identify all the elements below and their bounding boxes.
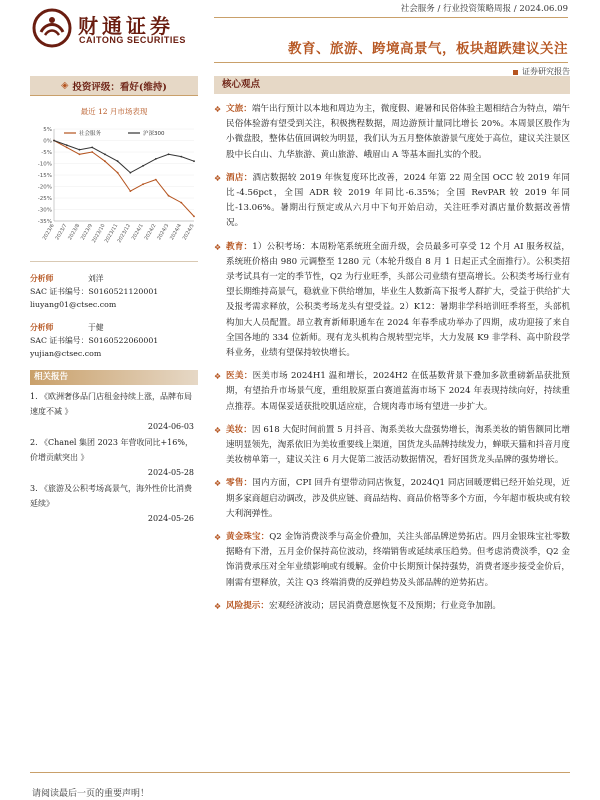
market-performance-chart xyxy=(30,123,198,249)
cert-label: SAC 证书编号： xyxy=(30,287,89,296)
logo-name-en: CAITONG SECURITIES xyxy=(79,35,186,45)
x-tick-label: 2023/11 xyxy=(103,223,120,244)
breadcrumb: 社会服务 / 行业投资策略周报 / 2024.06.09 xyxy=(400,4,568,14)
rating-bar xyxy=(30,76,198,96)
x-tick-label: 2023/7 xyxy=(54,223,69,242)
bullet-icon: ❖ xyxy=(214,242,222,252)
related-report-item[interactable]: 2. 《Chanel 集团 2023 年营收同比+16%，价增贡献突出 》 2024-05-28 xyxy=(30,435,198,480)
x-tick-label: 2024/1 xyxy=(130,223,145,242)
data-point xyxy=(117,160,119,162)
data-point xyxy=(91,147,93,149)
related-report-title: 《Chanel 集团 2023 年营收同比+16%，价增贡献突出 》 xyxy=(30,438,193,462)
analyst-role: 分析师 xyxy=(30,274,54,283)
y-tick-label: 5% xyxy=(43,127,52,133)
legend-label: 社会服务 xyxy=(79,131,102,137)
y-tick-label: -25% xyxy=(37,196,52,202)
left-sidebar xyxy=(30,76,198,527)
x-tick-label: 2023/6 xyxy=(41,223,56,242)
y-tick-label: -20% xyxy=(37,184,52,191)
bullet-icon: ❖ xyxy=(214,173,222,183)
analyst-2 xyxy=(30,321,198,360)
company-logo xyxy=(32,8,207,50)
x-tick-label: 2023/9 xyxy=(79,223,94,242)
y-tick-label: 0% xyxy=(43,138,52,145)
related-report-date: 2024-05-26 xyxy=(147,514,194,523)
related-report-date: 2024-06-03 xyxy=(147,422,194,431)
analyst-1 xyxy=(30,272,198,311)
paragraph-text: 宏观经济波动；居民消费意愿恢复不及预期；行业竞争加剧。 xyxy=(268,600,502,611)
x-tick-label: 2023/10 xyxy=(91,223,107,244)
analyst-role: 分析师 xyxy=(30,323,54,332)
data-point xyxy=(104,153,106,155)
data-point xyxy=(129,190,131,192)
paragraph-key: 黄金珠宝： xyxy=(226,532,270,543)
paragraph-text: 国内方面，CPI 回升有望带动同店恢复，2024Q1 同店回暖逻辑已经开始兑现，近期多家商超启动调改，涉及供应链、商品结构、商品价格等多个方面，今年超市板块或有较大利润弹性。 xyxy=(226,478,570,519)
related-report-item[interactable]: 1. 《欧洲奢侈品门店租金持续上涨，品牌布局速度不减 》 2024-06-03 xyxy=(30,389,198,434)
data-point xyxy=(79,149,81,151)
bullet-icon: ❖ xyxy=(214,533,222,543)
footer-rule xyxy=(30,772,570,773)
series-line-csi300 xyxy=(54,141,194,173)
y-tick-label: -30% xyxy=(37,207,52,214)
data-point xyxy=(168,153,170,155)
paragraph-key: 教育： xyxy=(226,241,253,252)
paragraph-key: 医美： xyxy=(226,371,253,382)
bullet-icon: ❖ xyxy=(214,425,222,435)
x-tick-label: 2024/5 xyxy=(181,223,196,242)
data-point xyxy=(180,202,182,204)
caitong-logo-icon xyxy=(32,8,72,48)
analyst-name: 刘洋 xyxy=(88,274,104,283)
data-point xyxy=(193,160,195,162)
paragraph-text: 端午出行预计以本地和周边为主，微度假、避暑和民俗体验主题相结合为特点，端午民俗体验游有望受到关注，积极携程数据，周边游预计量同比增长 20%。本周景区股作为小微盘股，整体估值回调较为明显，我们认为五月整体旅游景气度处于高位，建议关注景区股中长白山、九华旅游、黄山旅游、峨眉山 A 等基本面扎实的个股。 xyxy=(226,104,570,160)
related-report-title: 《欧洲奢侈品门店租金持续上涨，品牌布局速度不减 》 xyxy=(30,392,192,416)
x-tick-label: 2024/4 xyxy=(169,223,184,242)
bullet-icon: ❖ xyxy=(214,479,222,489)
square-icon xyxy=(513,70,518,75)
data-point xyxy=(66,144,68,146)
legend-label: 沪深300 xyxy=(143,131,165,137)
related-report-title: 《旅游及公积考场高景气，海外性价比消费延续》 xyxy=(30,484,192,508)
diamond-icon: ◈ xyxy=(61,80,69,91)
report-header xyxy=(0,0,600,76)
cert-number: S0160521120001 xyxy=(88,287,159,296)
paragraph-text: 因 618 大促时间前置 5 月抖音、淘系美妆大盘强势增长，淘系美妆的销售额同比增速明显领先，淘系依旧为美妆重要线上渠道，国货龙头品牌持续发力，蝉联天猫和抖音月度美妆榜单第一，建议关注 6 月大促第二波活动数据情况，看好国货龙头品牌的强势增长。 xyxy=(226,424,570,466)
report-headline: 教育、旅游、跨境高景气，板块超跌建议关注 xyxy=(288,41,568,57)
chart-svg xyxy=(30,123,198,249)
data-point xyxy=(104,160,106,162)
paragraph-key: 酒店： xyxy=(226,172,253,183)
core-paragraph xyxy=(214,369,570,415)
data-point xyxy=(180,156,182,158)
core-views-title: 核心观点 xyxy=(214,76,570,94)
paragraph-text: Q2 金饰消费淡季与高金价叠加，关注头部品牌逆势拓店。四月金银珠宝社零数据略有下滑，五月金价保持高位波动，终端销售或延续承压趋势。但考虑消费淡季，Q2 金饰消费承压对全年业绩影响或有缓解。金价中长期预计保持强势，消费者逐步接受金价后，刚需有望释放，关注 Q3 终端消费的反弹趋势及头部品牌的逆势拓店。 xyxy=(226,532,570,588)
core-paragraph xyxy=(214,476,570,522)
data-point xyxy=(142,165,144,167)
x-tick-label: 2023/8 xyxy=(67,223,82,242)
analyst-name: 于健 xyxy=(88,323,104,332)
core-paragraph xyxy=(214,423,570,469)
footer-disclaimer: 请阅读最后一页的重要声明！ xyxy=(32,789,150,799)
data-point xyxy=(66,147,68,149)
header-rule-2 xyxy=(214,62,568,63)
data-point xyxy=(117,172,119,174)
related-report-item[interactable]: 3. 《旅游及公积考场高景气，海外性价比消费延续》 2024-05-26 xyxy=(30,481,198,526)
related-report-date: 2024-05-28 xyxy=(147,468,194,477)
bullet-icon: ❖ xyxy=(214,105,222,114)
analyst-email[interactable]: yujian@ctsec.com xyxy=(30,349,102,358)
paragraph-key: 文旅： xyxy=(226,104,252,114)
paragraph-text: 1）公积考场：本周粉笔系统班全面升级，会员最多可享受 12 个月 AI 服务权益，系统班价格由 980 元调整至 1280 元（本轮升级自 8 月 1 日起正式全面推行）。公积类招录考试具有一定的季节性，Q2 为行业旺季，头部公司业绩有望高增长。公积类考场行业有望长期维持高景气，稳就业下供给增加，毕业生人数新高下报考人群扩大，受益于供给扩大及报考需求释放，公积类考场龙头有望受益。2）K12：暑期非学科培训旺季将至，头部机构加大人员配置。昂立教育新师职通车在 2024 年春季成功举办了四期，成功迎接了来自全国各地的 334 位新师。现有龙头机构合规转型完毕，大力发展 K9 非学科、高中阶段学科业务，业绩有望保持较快增长。 xyxy=(226,241,570,359)
data-point xyxy=(129,172,131,174)
core-paragraph xyxy=(214,171,570,232)
y-tick-label: -15% xyxy=(37,173,52,179)
data-point xyxy=(155,158,157,160)
data-point xyxy=(91,151,93,153)
related-reports-list xyxy=(30,389,198,526)
core-paragraph xyxy=(214,599,570,614)
analyst-section xyxy=(30,261,198,360)
bullet-icon: ❖ xyxy=(214,601,222,611)
core-content xyxy=(214,76,570,614)
chart-title: 最近 12 月市场表现 xyxy=(80,107,148,116)
core-paragraph xyxy=(214,102,570,163)
paragraph-text: 医美市场 2024H1 温和增长，2024H2 在低基数背景下叠加多款重磅新品获批预期，有望抬升市场景气度，重组胶原蛋白赛道蓝海市场下 2024 年表现持续向好，持续重点推荐。本周保妥适获批咬肌适应症，合规肉毒市场有望进一步扩大。 xyxy=(226,371,570,412)
logo-name-cn: 财通证券 xyxy=(78,14,174,38)
x-tick-label: 2024/2 xyxy=(143,223,158,242)
data-point xyxy=(193,216,195,218)
paragraph-key: 风险提示： xyxy=(226,600,269,611)
data-point xyxy=(142,183,144,185)
paragraph-text: 酒店数据较 2019 年恢复度环比改善，2024 年第 22 周全国 OCC 较 2019 年同比-4.56pct，全国 ADR 较 2019 年同比-6.35%；全国 RevPAR 较 2019 年同比-13.06%。暑期出行预定或从六月中下旬开始启动，关注旺季对酒店量价数据改善情况。 xyxy=(226,172,570,229)
y-tick-label: -35% xyxy=(37,219,52,225)
cert-number: S0160522060001 xyxy=(88,336,159,345)
data-point xyxy=(79,153,81,155)
analyst-email[interactable]: liuyang01@ctsec.com xyxy=(30,300,117,309)
core-paragraph xyxy=(214,240,570,362)
y-tick-label: -10% xyxy=(37,161,52,168)
data-point xyxy=(53,140,55,142)
y-tick-label: -5% xyxy=(41,150,52,156)
org-tag: 证券研究报告 xyxy=(513,66,570,77)
core-paragraph xyxy=(214,530,570,591)
x-tick-label: 2023/12 xyxy=(116,223,133,244)
bullet-icon: ❖ xyxy=(214,372,222,382)
header-rule xyxy=(214,17,568,18)
data-point xyxy=(168,195,170,197)
paragraph-key: 美妆： xyxy=(226,424,252,435)
rating-text: 投资评级：看好(维持) xyxy=(72,81,167,93)
x-tick-label: 2024/3 xyxy=(156,223,171,242)
related-reports-title: 相关报告 xyxy=(30,370,198,385)
data-point xyxy=(155,179,157,181)
paragraph-key: 零售： xyxy=(226,478,253,489)
cert-label: SAC 证书编号： xyxy=(30,336,89,345)
